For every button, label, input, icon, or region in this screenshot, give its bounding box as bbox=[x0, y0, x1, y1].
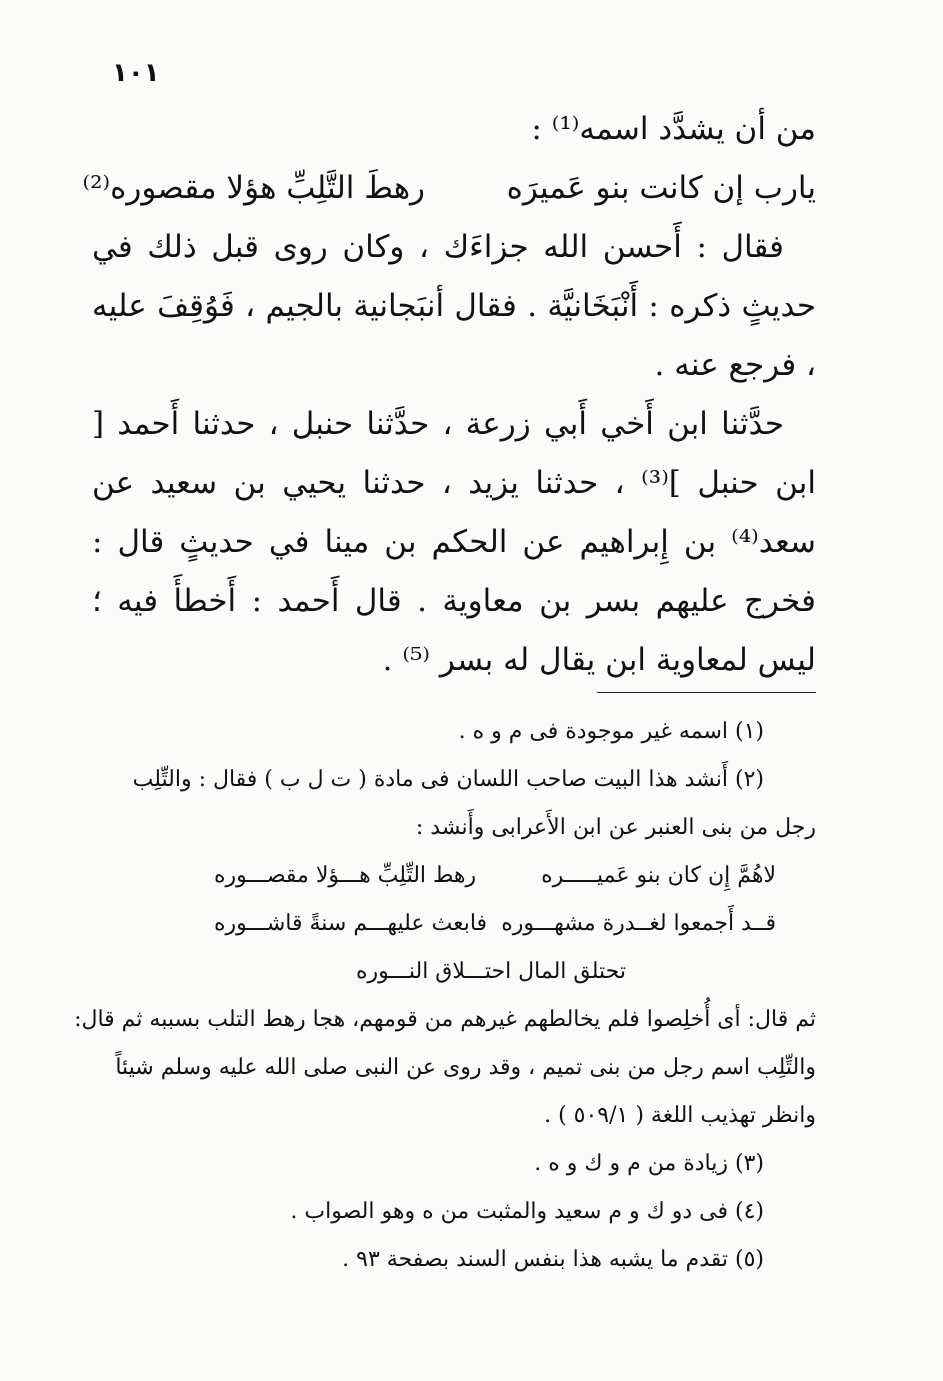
footnote-2-line-3: ثم قال: أى أُخلِصوا فلم يخالطهم غيرهم من قومهم، هجا رهط التلب بسببه ثم قال: bbox=[74, 1007, 816, 1032]
footnote-2-line-5: وانظر تهذيب اللغة ( ٥٠٩/١ ) . bbox=[544, 1103, 816, 1128]
verse-hemistich-first: يارب إن كانت بنو عَميرَه bbox=[506, 170, 816, 206]
verse-hemistich-second: رهطَ التَّلِبِّ هؤلا مقصوره⁽²⁾ bbox=[82, 170, 426, 206]
footnote-4: (٤) فى دو ك و م سعيد والمثبت من ه وهو الصواب . bbox=[290, 1199, 764, 1224]
footnote-2-line-4: والتِّلِب اسم رجل من بنى تميم ، وقد روى عن النبى صلى الله عليه وسلم شيئاً bbox=[115, 1055, 816, 1080]
footnote-verse-2-first: قــد أَجمعوا لغــدرة مشهـــوره bbox=[501, 911, 776, 936]
paragraph-2: حدَّثنا ابن أَخي أَبي زرعة ، حدَّثنا حنبل ، حدثنا أَحمد [ ابن حنبل ]⁽³⁾ ، حدثنا يزيد ، حدثنا يحيي بن سعيد عن سعد⁽⁴⁾ بن إِبراهيم عن الحكم بن مينا في حديثٍ قال : فخرج عليهم بسر بن معاوية . قال أَحمد : أَخطأَ فيه ؛ ليس لمعاوية ابن يقال له بسر ⁽⁵⁾ . bbox=[92, 406, 816, 678]
footnote-verse-3: تحتلق المال احتـــلاق النـــوره bbox=[356, 959, 626, 984]
footnote-2-line-1: (٢) أَنشد هذا البيت صاحب اللسان فى مادة ( ت ل ب ) فقال : والتِّلِب bbox=[132, 767, 764, 792]
footnote-verse-1-first: لاهُمَّ إِن كان بنو عَميـــــره bbox=[541, 863, 776, 888]
footnote-verse-1 bbox=[86, 852, 816, 900]
footnotes bbox=[74, 708, 816, 1284]
intro-line: من أن يشدَّد اسمه⁽¹⁾ : bbox=[531, 111, 816, 147]
footnote-verse-2-second: فابعث عليهـــم سنةً قاشـــوره bbox=[214, 911, 488, 936]
footnote-verse-1-second: رهط التِّلِبِّ هـــؤلا مقصـــوره bbox=[214, 863, 477, 888]
footnote-divider bbox=[597, 692, 816, 693]
footnote-2-line-2: رجل من بنى العنبر عن ابن الأَعرابى وأَنشد : bbox=[415, 815, 816, 840]
footnote-3: (٣) زيادة من م و ك و ه . bbox=[534, 1151, 764, 1176]
paragraph-1: فقال : أَحسن الله جزاءَك ، وكان روى قبل ذلك في حديثٍ ذكره : أَنْبَخَانيَّة . فقال أنبَجانية بالجيم ، فَوُقِفَ عليه ، فرجع عنه . bbox=[92, 229, 816, 383]
footnote-5: (٥) تقدم ما يشبه هذا بنفس السند بصفحة ٩٣ . bbox=[342, 1247, 764, 1272]
footnote-verse-2 bbox=[86, 900, 816, 948]
footnote-1: (١) اسمه غير موجودة فى م و ه . bbox=[458, 719, 764, 744]
poem-verse bbox=[82, 159, 816, 218]
main-text bbox=[82, 100, 816, 690]
page-number: ١٠١ bbox=[112, 58, 160, 88]
